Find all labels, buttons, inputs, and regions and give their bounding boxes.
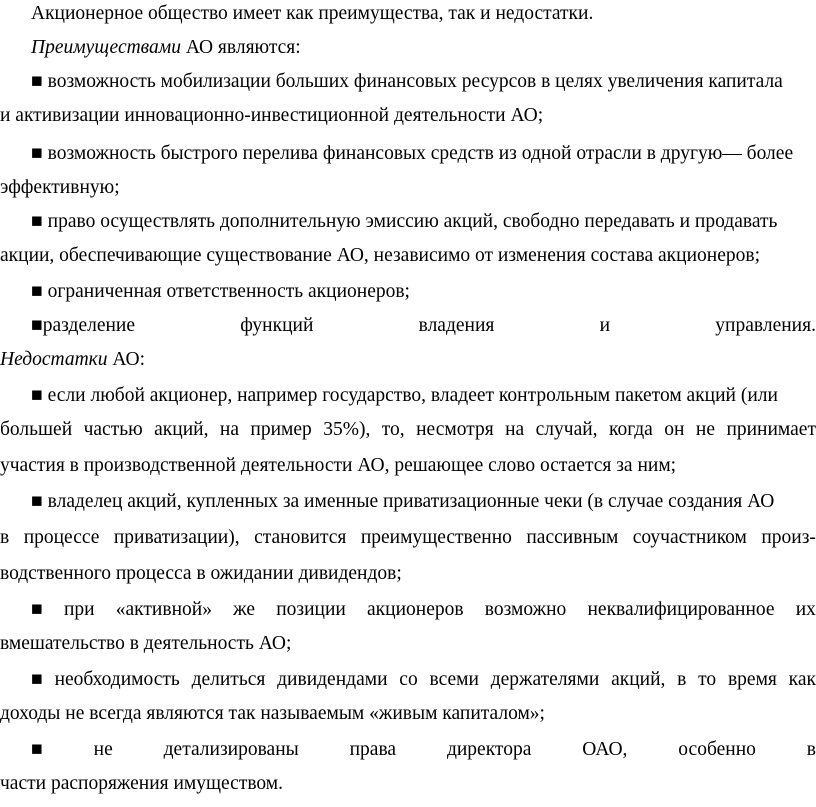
word: не: [695, 419, 715, 440]
disadvantage-1-line-3: участия в производственной деятельности АО, решающее слово остается за ним;: [0, 455, 677, 476]
disadvantages-heading-rest: АО:: [107, 349, 146, 370]
disadvantage-1-line-2: [0, 416, 816, 444]
disadvantage-item-4: [31, 666, 816, 694]
word: произ-: [761, 527, 816, 548]
word: акций,: [154, 419, 209, 440]
word: акционеров: [367, 599, 464, 620]
word: функций: [240, 315, 314, 336]
word: пример: [250, 419, 312, 440]
word: большей: [0, 419, 73, 440]
word: несмотря: [416, 419, 494, 440]
word: неквалифицированное: [587, 599, 775, 620]
word: же: [233, 599, 256, 620]
advantages-heading-italic: Преимуществами: [31, 37, 181, 58]
disadvantage-4-line-2: доходы не всегда являются так называемым «живым капиталом»;: [0, 703, 545, 724]
intro-paragraph: Акционерное общество имеет как преимущества, так и недостатки.: [31, 3, 594, 24]
word: соучастником: [632, 527, 747, 548]
word: необходимость: [54, 669, 180, 690]
bullet-icon: ■: [31, 143, 43, 164]
word: права: [349, 739, 397, 760]
word: со: [399, 669, 418, 690]
disadvantage-2-line-3: водственного процесса в ожидании дивидендов;: [0, 563, 402, 584]
word: принимает: [726, 419, 816, 440]
word: директора: [446, 739, 532, 760]
disadvantage-item-2: [31, 488, 816, 516]
bullet-icon: ■: [31, 281, 43, 302]
word: держателями: [490, 669, 600, 690]
word: ■разделение: [31, 315, 136, 336]
word: позиции: [276, 599, 346, 620]
advantage-1-line-1: возможность мобилизации больших финансовых ресурсов в целях увеличения капитала: [47, 71, 783, 92]
advantage-4-text: ограниченная ответственность акционеров;: [47, 281, 410, 302]
word: управления.: [715, 315, 816, 336]
bullet-icon: ■: [31, 211, 43, 232]
disadvantage-3-line-2: вмешательство в деятельность АО;: [0, 633, 292, 654]
advantage-item-3: [31, 208, 816, 236]
word: случай,: [535, 419, 598, 440]
disadvantages-heading: [0, 346, 816, 374]
disadvantage-2-line-1: владелец акций, купленных за именные приватизационные чеки (в случае создания АО: [47, 491, 775, 512]
bullet-icon: ■: [31, 491, 43, 512]
word: на: [219, 419, 239, 440]
word: приватизации),: [113, 527, 240, 548]
word: их: [795, 599, 816, 620]
word: пассивным: [526, 527, 619, 548]
word: дивидендами: [277, 669, 388, 690]
word: всеми: [429, 669, 479, 690]
word: ОАО,: [582, 739, 628, 760]
word: «активной»: [115, 599, 212, 620]
word: особенно: [678, 739, 756, 760]
advantage-1-line-2: и активизации инновационно-инвестиционной деятельности АО;: [0, 105, 544, 126]
bullet-icon: ■: [31, 669, 43, 690]
bullet-icon: ■: [31, 385, 43, 406]
advantage-item-2: [31, 140, 816, 168]
disadvantage-item-1: [31, 382, 816, 410]
word: то,: [381, 419, 405, 440]
word: как: [788, 669, 816, 690]
advantage-3-line-2: акции, обеспечивающие существование АО, независимо от изменения состава акционеров;: [0, 245, 760, 266]
word: время: [727, 669, 777, 690]
advantage-3-line-1: право осуществлять дополнительную эмиссию акций, свободно передавать и продавать: [47, 211, 778, 232]
word: 35%),: [323, 419, 371, 440]
disadvantage-item-3: [31, 596, 816, 624]
word: когда: [609, 419, 653, 440]
word: владения: [418, 315, 495, 336]
disadvantage-2-line-2: [0, 524, 816, 552]
bullet-icon: ■: [31, 71, 43, 92]
word: при: [63, 599, 95, 620]
word: не: [93, 739, 113, 760]
word: в: [677, 669, 687, 690]
advantage-2-line-1: возможность быстрого перелива финансовых средств из одной отрасли в другую— более: [47, 143, 794, 164]
word: и: [599, 315, 611, 336]
disadvantage-5-line-2: части распоряжения имуществом.: [0, 773, 284, 794]
disadvantage-1-line-1: если любой акционер, например государство, владеет контрольным пакетом акций (или: [47, 385, 778, 406]
word: на: [505, 419, 525, 440]
word: в: [806, 739, 816, 760]
word: процессе: [23, 527, 100, 548]
word: возможно: [484, 599, 567, 620]
word: делиться: [191, 669, 266, 690]
disadvantage-item-5: [31, 736, 816, 764]
advantage-2-line-2: эффективную;: [0, 177, 120, 198]
advantages-heading-rest: АО являются:: [180, 37, 301, 58]
advantage-item-1: [31, 68, 816, 96]
disadvantages-heading-italic: Недостатки: [0, 349, 108, 370]
word: то: [698, 669, 717, 690]
advantage-item-5: [31, 312, 816, 340]
word: преимущественно: [360, 527, 512, 548]
word: он: [664, 419, 685, 440]
advantages-heading: [31, 34, 816, 62]
bullet-icon: ■: [31, 739, 43, 760]
word: в: [0, 527, 10, 548]
bullet-icon: ■: [31, 599, 43, 620]
word: частью: [83, 419, 143, 440]
word: детализированы: [163, 739, 299, 760]
advantage-item-4: [31, 278, 816, 306]
word: акций,: [611, 669, 666, 690]
word: становится: [254, 527, 347, 548]
